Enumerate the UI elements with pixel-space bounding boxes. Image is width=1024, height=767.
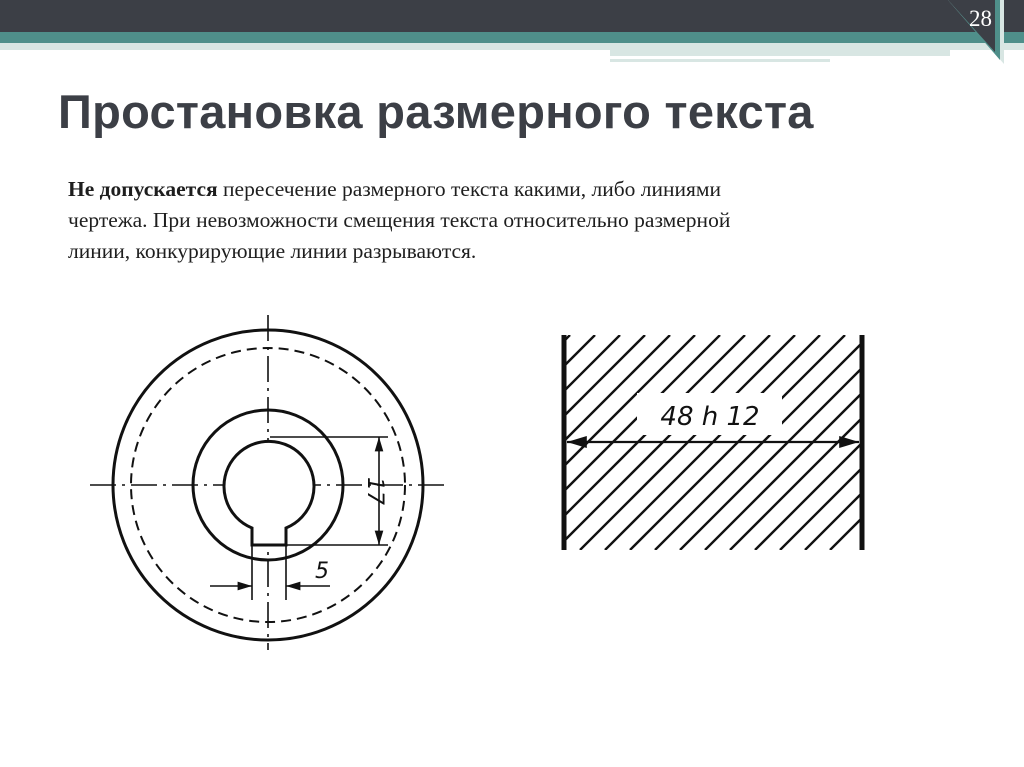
dimension-text-17: 17: [362, 477, 387, 505]
keyway-drawing: [90, 310, 450, 660]
slide-page-number: 28: [969, 6, 992, 31]
body-paragraph: [68, 174, 968, 267]
paragraph-line-2: чертежа. При невозможности смещения текста относительно размерной: [68, 208, 731, 232]
hatched-section-drawing: [545, 325, 875, 560]
dimension-text-5: 5: [315, 559, 329, 584]
paragraph-line-1-rest: пересечение размерного текста какими, либо линиями: [217, 177, 722, 201]
dimension-text-48h12: 48 h 12: [660, 402, 760, 432]
keyway-bore: [224, 441, 314, 545]
slide-title: Простановка размерного текста: [58, 85, 814, 138]
header-band: [0, 0, 1024, 72]
emphasis-text: Не допускается: [68, 177, 218, 201]
paragraph-line-3: линии, конкурирующие линии разрываются.: [68, 239, 477, 263]
paragraph-line-1: [68, 174, 968, 205]
